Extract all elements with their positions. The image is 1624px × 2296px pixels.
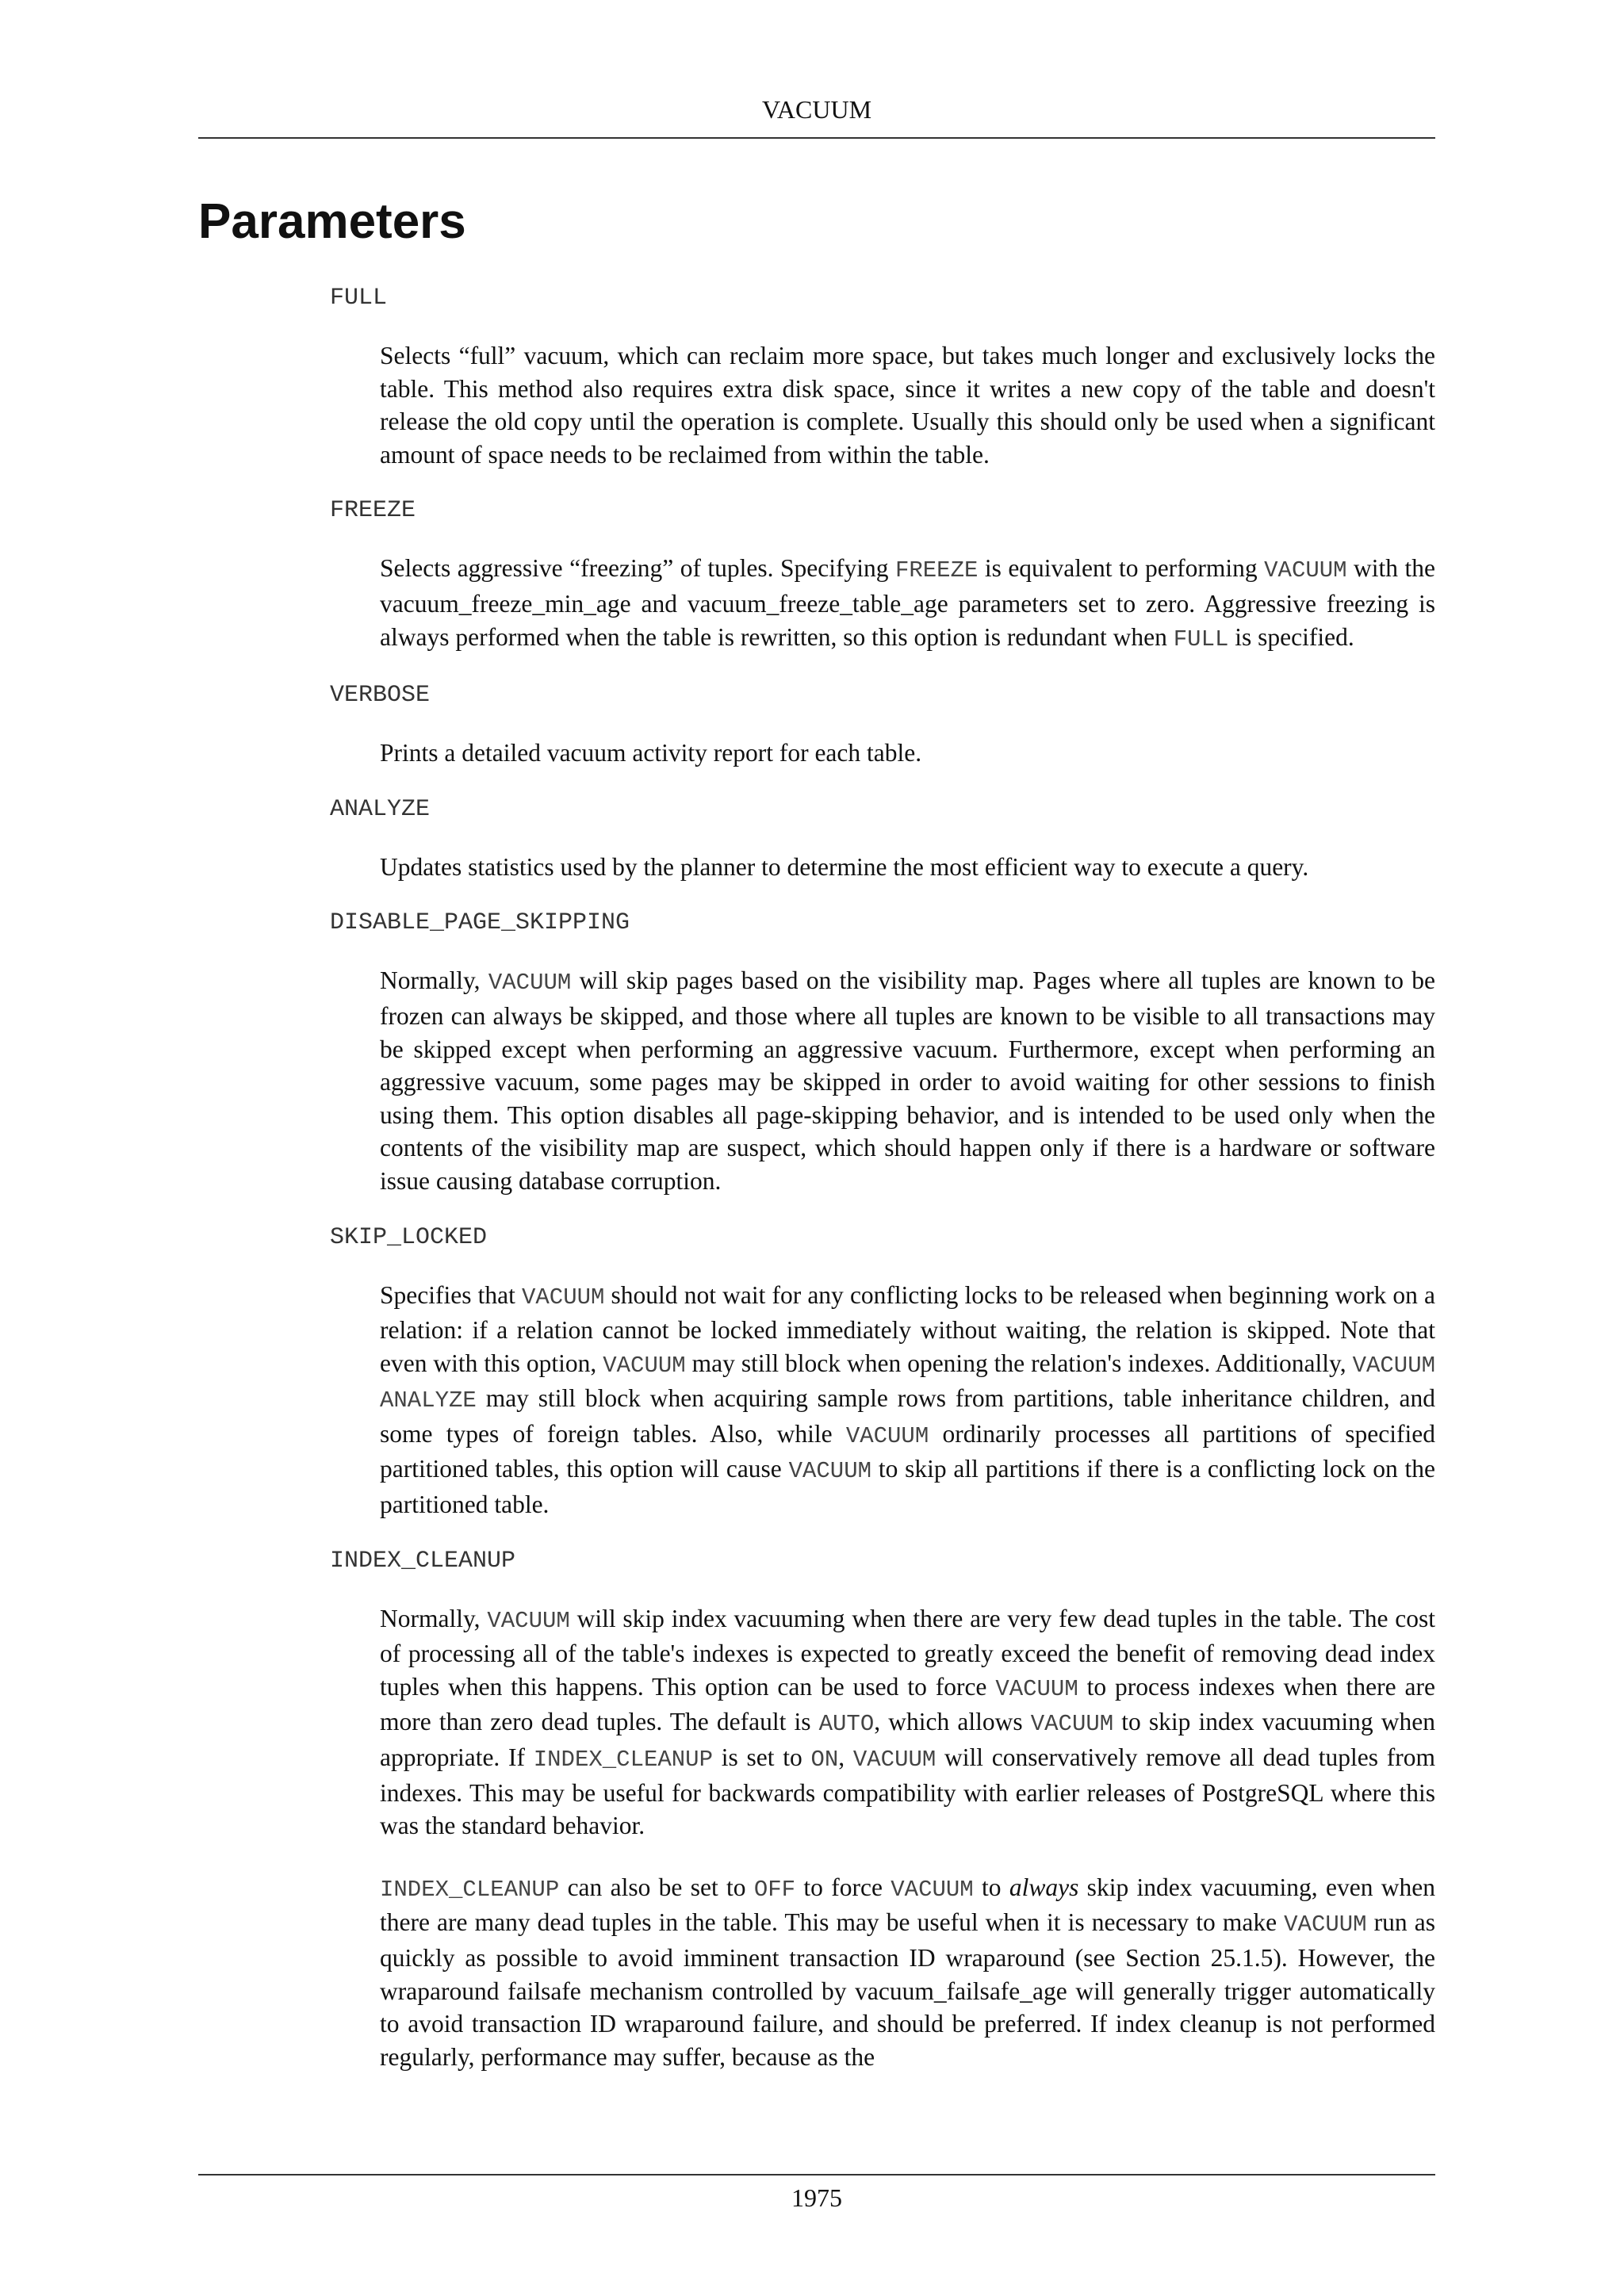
text-run: Normally, [380,966,488,995]
footer-rule [198,2174,1435,2175]
text-run: ordinarily processes all partitions of specified partitioned tables, this option will cause [380,1419,1435,1483]
text-run: run as quickly as possible to avoid imminent transaction ID wraparound (see Section 25.1.5). However, the wraparound failsafe mechanism controlled by vacuum_failsafe_age will generally trigger automatically to avoid transaction ID wraparound failure, and should be preferred. If index cleanup is not performed regularly, performance may suffer, because as the [380,1908,1435,2071]
inline-code: VACUUM [1284,1911,1367,1938]
parameter-term: ANALYZE [330,795,431,823]
inline-code: VACUUM [1264,557,1347,584]
inline-code: VACUUM [788,1458,872,1485]
description-paragraph [380,1279,1435,1521]
text-run: Updates statistics used by the planner to determine the most efficient way to execute a query. [380,852,1309,881]
parameter-term: FREEZE [330,497,416,525]
section-title: Parameters [198,194,466,249]
emphasis-text: always [1009,1873,1079,1901]
parameter-description [380,851,1435,884]
inline-code: INDEX_CLEANUP [380,1876,560,1903]
description-paragraph [380,552,1435,656]
inline-code: INDEX_CLEANUP [533,1747,713,1774]
inline-code: VACUUM [488,970,572,997]
parameter-description [380,737,1435,770]
parameter-description [380,1602,1435,2074]
inline-code: VACUUM [891,1876,974,1903]
inline-code: ON [810,1747,839,1774]
inline-code: VACUUM ANALYZE [380,1352,1435,1414]
inline-code: VACUUM [521,1284,605,1311]
text-run: will skip pages based on the visibility map. Pages where all tuples are known to be frozen can always be skipped, and those where all tuples are known to be visible to all transactions may be skipped except when performing an aggressive vacuum. Furthermore, except when performing an aggressive vacuum, some pages may be skipped in order to avoid waiting for other sessions to finish using them. This option disables all page-skipping behavior, and is intended to be used only when the contents of the visibility map are suspect, which should happen only if there is a hardware or software issue causing database corruption. [380,966,1435,1195]
parameter-description [380,1279,1435,1521]
parameter-term: FULL [330,285,388,312]
inline-code: OFF [753,1876,796,1903]
running-header: VACUUM [761,95,872,124]
text-run: is set to [713,1743,811,1772]
text-run: Prints a detailed vacuum activity report for each table. [380,739,922,767]
inline-code: VACUUM [845,1422,929,1449]
text-run: Selects “full” vacuum, which can reclaim more space, but takes much longer and exclusively locks the table. This method also requires extra disk space, since it writes a new copy of the table and doesn't release the old copy until the operation is complete. Usually this should only be used when a significant amount of space needs to be reclaimed from within the table. [380,342,1435,469]
text-run: can also be set to [559,1873,754,1901]
text-run: may still block when acquiring sample rows from partitions, table inheritance children, and some types of foreign tables. Also, while [380,1384,1435,1448]
text-run: Selects aggressive “freezing” of tuples. Specifying [380,554,895,583]
inline-code: VACUUM [487,1607,570,1634]
description-paragraph [380,339,1435,471]
inline-code: AUTO [818,1711,875,1738]
text-run: , [838,1743,853,1772]
parameter-term: DISABLE_PAGE_SKIPPING [330,909,630,937]
inline-code: VACUUM [1030,1711,1114,1738]
parameter-description [380,339,1435,471]
inline-code: VACUUM [603,1352,686,1379]
text-run: to force [795,1873,891,1901]
text-run: should not wait for any conflicting locks to be released when beginning work on a relation: if a relation cannot be locked immediately without waiting, the relation is skipped. Note that even with this option, [380,1280,1435,1377]
text-run: to [973,1873,1009,1901]
description-paragraph [380,964,1435,1197]
text-run: is specified. [1228,622,1354,651]
text-run: Specifies that [380,1280,522,1309]
inline-code: FULL [1173,626,1229,652]
inline-code: VACUUM [995,1675,1078,1702]
page-number: 1975 [791,2183,842,2212]
parameter-list [198,282,1435,2097]
text-run: to skip index vacuuming when appropriate. If [380,1708,1435,1772]
text-run: may still block when opening the relation's indexes. Additionally, [685,1349,1353,1377]
text-run: will skip index vacuuming when there are very few dead tuples in the table. The cost of processing all of the table's indexes is expected to greatly exceed the benefit of removing dead index tuples when this happens. This option can be used to force [380,1604,1435,1701]
text-run: is equivalent to performing [978,554,1265,583]
text-run: , which allows [874,1708,1031,1736]
parameter-term: VERBOSE [330,682,431,710]
text-run: to process indexes when there are more than zero dead tuples. The default is [380,1672,1435,1736]
text-run: Normally, [380,1604,488,1632]
header-rule [198,137,1435,139]
text-run: with the vacuum_freeze_min_age and vacuum_freeze_table_age parameters set to zero. Aggressive freezing is always performed when the table is rewritten, so this option is redundant when [380,554,1435,651]
description-paragraph [380,851,1435,884]
description-paragraph [380,737,1435,770]
parameter-term: INDEX_CLEANUP [330,1547,516,1575]
inline-code: VACUUM [852,1747,936,1774]
parameter-term: SKIP_LOCKED [330,1223,488,1251]
parameter-description [380,964,1435,1197]
inline-code: FREEZE [894,557,979,584]
text-run: skip index vacuuming, even when there are many dead tuples in the table. This may be useful when it is necessary to make [380,1873,1435,1937]
text-run: will conservatively remove all dead tuples from indexes. This may be useful for backwards compatibility with earlier releases of PostgreSQL where this was the standard behavior. [380,1743,1435,1840]
parameter-description [380,552,1435,656]
text-run: to skip all partitions if there is a conflicting lock on the partitioned table. [380,1455,1435,1519]
description-paragraph [380,1602,1435,1843]
description-paragraph [380,1871,1435,2074]
